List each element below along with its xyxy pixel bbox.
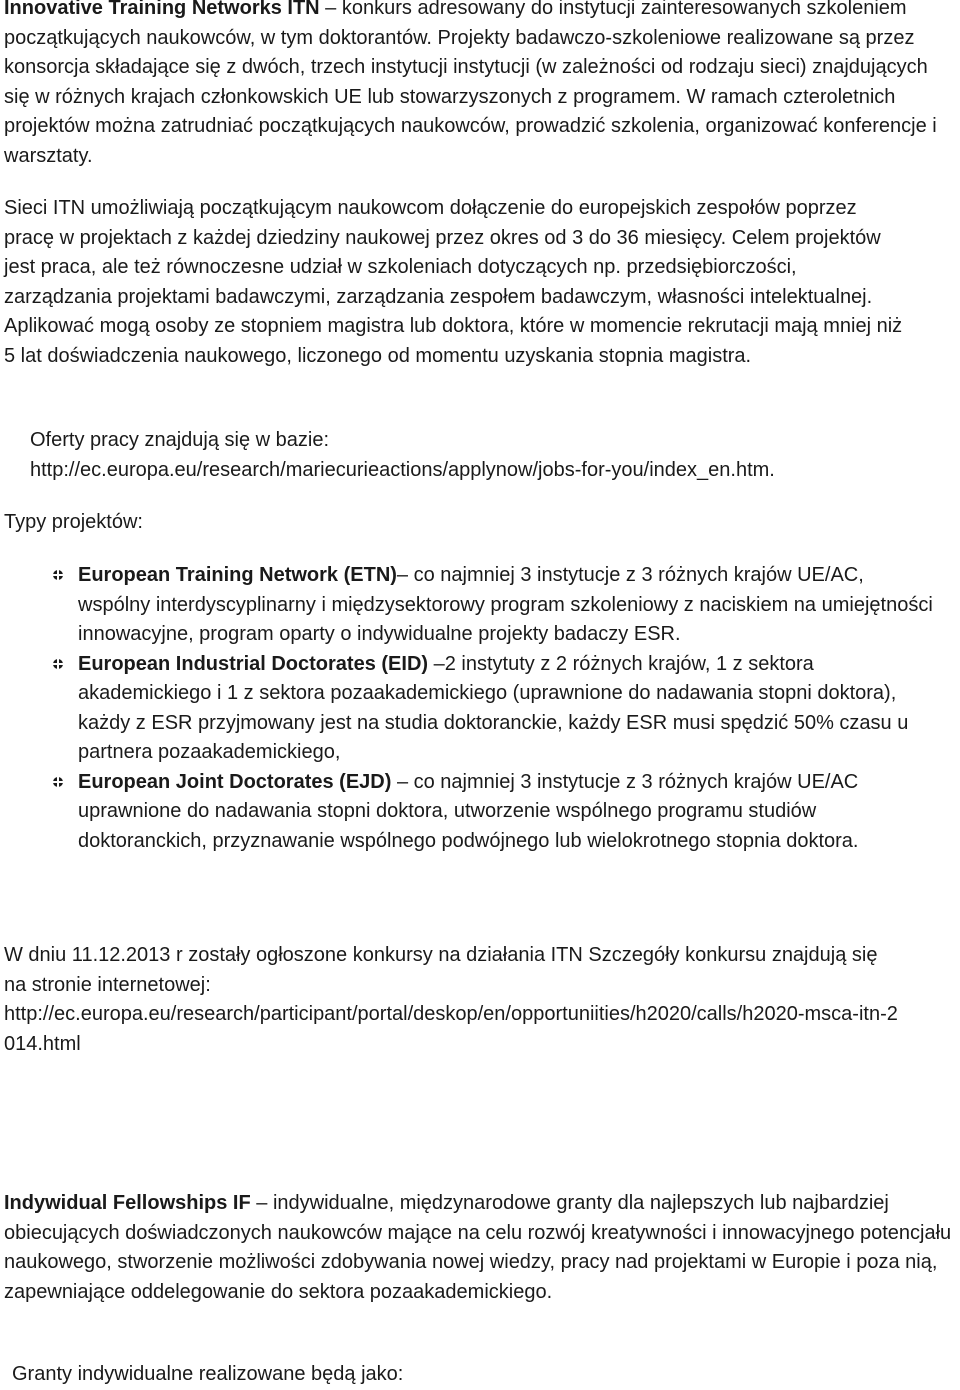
etn-name: European Training Network (ETN) [78,564,397,586]
if-description: – indywidualne, międzynarodowe granty dla najlepszych lub najbardziej obiecujących doświadczonych naukowców mające na celu rozwój kreatywności i innowacyjnego potencjału naukowego, stworzenie możliwości zdobywania nowej wiedzy, pracy nad projektami w Europie i poza nią, zapewniające oddelegowanie do sektora pozaakademickiego. [4,1192,952,1303]
itn-title: Innovative Training Networks ITN [4,0,320,19]
project-types-list [4,561,936,856]
ejd-name: European Joint Doctorates (EJD) [78,770,392,793]
itn-description: – konkurs adresowany do instytucji zainteresowanych szkoleniem początkujących naukowców, w tym doktorantów. Projekty badawczo-szkoleniowe realizowane są przez konsorcja składające się z dwóch, trzech instytucji instytucji (w zależności od rodzaju sieci) znajdujących się w różnych krajach członkowskich UE lub stowarzyszonych z programem. W ramach czteroletnich projektów można zatrudniać początkujących naukowców, prowadzić szkolenia, organizować konferencje i warsztaty. [4,0,937,167]
eid-name: European Industrial Doctorates (EID) [78,652,429,675]
announcement-text: W dniu 11.12.2013 r zostały ogłoszone konkursy na działania ITN Szczegóły konkursu znajdują się na stronie internetowej: [4,944,878,996]
list-item [78,650,936,768]
announcement-paragraph [4,941,904,1059]
types-heading: Typy projektów: [4,511,143,533]
list-item [78,768,936,857]
ejd-description: – co najmniej 3 instytucje z 3 różnych krajów UE/AC uprawnione do nadawania stopni doktora, utworzenie wspólnego programu studiów doktoranckich, przyznawanie wspólnego podwójnego lub wielokrotnego stopnia doktora. [78,770,859,852]
grants-paragraph: Granty indywidualne realizowane będą jako: [12,1363,404,1385]
list-item [78,561,936,650]
bullet-icon [53,659,63,669]
if-title: Indywidual Fellowships IF [4,1192,251,1214]
itn-paragraph [4,0,956,171]
networks-paragraph: Sieci ITN umożliwiają początkującym naukowcom dołączenie do europejskich zespołów poprzez pracę w projektach z każdej dziedziny naukowej przez okres od 3 do 36 miesięcy. Celem projektów jest praca, ale też równoczesne udział w szkoleniach dotyczących np. przedsiębiorczości, zarządzania projektami badawczymi, zarządzania zespołem badawczym, własności intelektualnej. Aplikować mogą osoby ze stopniem magistra lub doktora, które w momencie rekrutacji mają mniej niż 5 lat doświadczenia naukowego, liczonego od momentu uzyskania stopnia magistra. [4,197,903,367]
if-paragraph [4,1189,956,1307]
bullet-icon [53,777,63,787]
offers-url[interactable]: http://ec.europa.eu/research/mariecurieactions/applynow/jobs-for-you/index_en.htm. [30,459,775,481]
announcement-url[interactable]: http://ec.europa.eu/research/participant/portal/deskop/en/opportuniities/h2020/calls/h2020-msca-itn-2014.html [4,1003,898,1055]
etn-description: – co najmniej 3 instytucje z 3 różnych krajów UE/AC, wspólny interdyscyplinarny i międzysektorowy program szkoleniowy z naciskiem na umiejętności innowacyjne, program oparty o indywidualne projekty badaczy ESR. [78,564,933,645]
offers-label: Oferty pracy znajdują się w bazie: [30,429,330,451]
bullet-icon [53,570,63,580]
eid-description: –2 instytuty z 2 różnych krajów, 1 z sektora akademickiego i 1 z sektora pozaakademickiego (uprawnione do nadawania stopni doktora), każdy z ESR przyjmowany jest na studia doktoranckie, każdy ESR musi spędzić 50% czasu u partnera pozaakademickiego, [78,652,909,763]
